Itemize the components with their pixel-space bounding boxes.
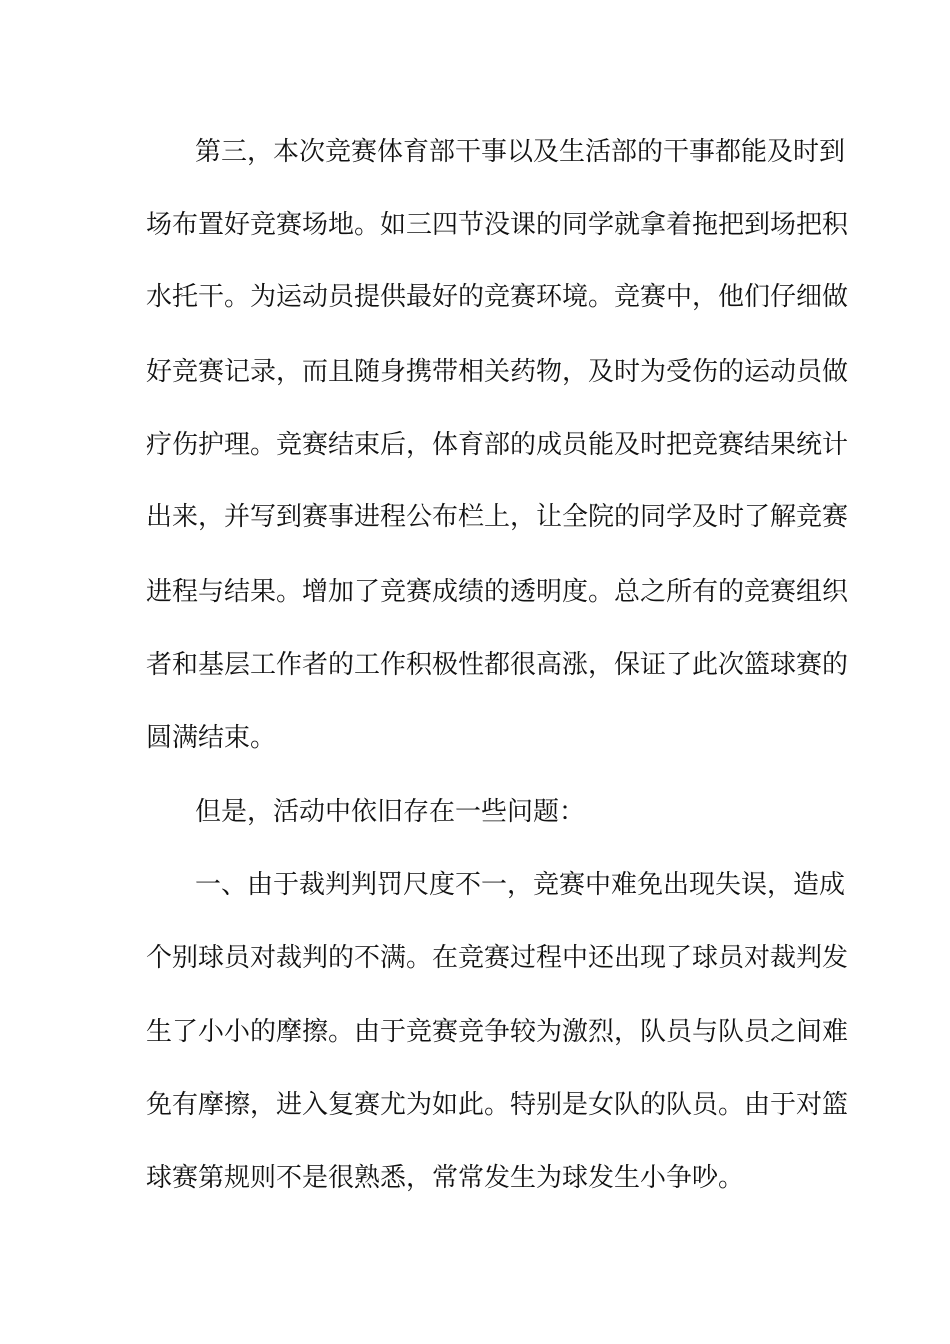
paragraph-line: 出来，并写到赛事进程公布栏上，让全院的同学及时了解竞赛 — [146, 502, 849, 532]
paragraph-line: 好竞赛记录，而且随身携带相关药物，及时为受伤的运动员做 — [146, 357, 849, 387]
paragraph-line: 水托干。为运动员提供最好的竞赛环境。竞赛中，他们仔细做 — [146, 282, 849, 312]
paragraph-line: 圆满结束。 — [146, 723, 277, 753]
paragraph-line: 进程与结果。增加了竞赛成绩的透明度。总之所有的竞赛组织 — [146, 577, 849, 607]
paragraph-line: 场布置好竞赛场地。如三四节没课的同学就拿着拖把到场把积 — [146, 210, 849, 240]
paragraph-line: 生了小小的摩擦。由于竞赛竞争较为激烈，队员与队员之间难 — [146, 1017, 849, 1047]
paragraph-line: 但是，活动中依旧存在一些问题： — [195, 797, 586, 827]
paragraph-line: 疗伤护理。竞赛结束后，体育部的成员能及时把竞赛结果统计 — [146, 430, 849, 460]
paragraph-line: 个别球员对裁判的不满。在竞赛过程中还出现了球员对裁判发 — [146, 943, 849, 973]
paragraph-line: 球赛第规则不是很熟悉，常常发生为球发生小争吵。 — [146, 1163, 745, 1193]
paragraph-line: 第三，本次竞赛体育部干事以及生活部的干事都能及时到 — [195, 137, 846, 167]
paragraph-line: 一、由于裁判判罚尺度不一，竞赛中难免出现失误，造成 — [195, 870, 846, 900]
paragraph-line: 免有摩擦，进入复赛尤为如此。特别是女队的队员。由于对篮 — [146, 1090, 849, 1120]
paragraph-line: 者和基层工作者的工作积极性都很高涨，保证了此次篮球赛的 — [146, 650, 849, 680]
